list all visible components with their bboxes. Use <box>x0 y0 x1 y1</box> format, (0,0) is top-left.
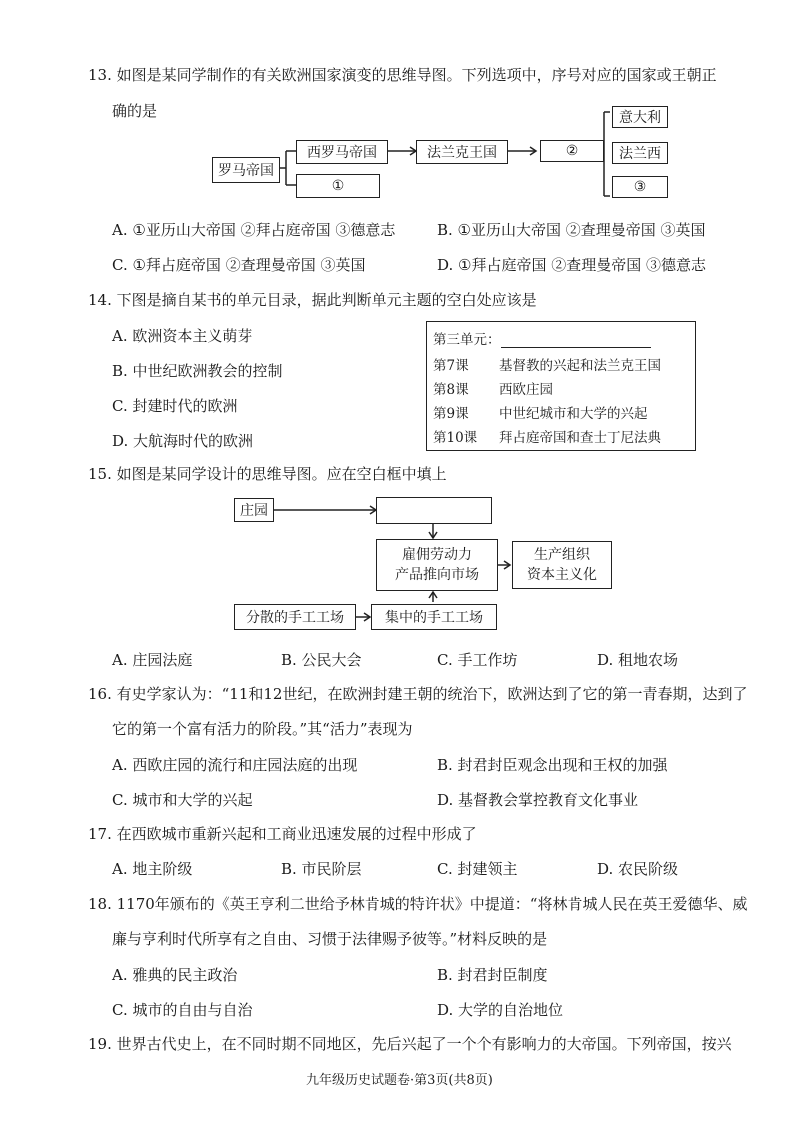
q18-stem-line2: 廉与亨利时代所享有之自由、习惯于法律赐予彼等。”材料反映的是 <box>112 930 548 948</box>
toc-lesson-num: 第7课 <box>433 358 469 374</box>
scattered-workshop-box: 分散的手工工场 <box>234 604 356 630</box>
toc-lesson-title: 西欧庄园 <box>499 382 553 398</box>
q14-option-c[interactable]: C. 封建时代的欧洲 <box>112 397 238 415</box>
q16-option-a[interactable]: A. 西欧庄园的流行和庄园法庭的出现 <box>112 756 358 774</box>
toc-unit-row <box>433 328 651 348</box>
q17-option-c[interactable]: C. 封建领主 <box>437 860 518 878</box>
concentrated-workshop-box: 集中的手工工场 <box>371 604 497 630</box>
toc-lesson-row <box>433 378 553 398</box>
q14-option-a[interactable]: A. 欧洲资本主义萌芽 <box>112 327 253 345</box>
q18-stem-line1: 18. 1170年颁布的《英王亨利二世给予林肯城的特许状》中提道：“将林肯城人民在英王爱德华、威 <box>88 895 748 913</box>
q14-option-b[interactable]: B. 中世纪欧洲教会的控制 <box>112 362 283 380</box>
q16-option-c[interactable]: C. 城市和大学的兴起 <box>112 791 253 809</box>
blank-box-3: ③ <box>612 176 668 198</box>
toc-lesson-title: 中世纪城市和大学的兴起 <box>499 406 648 422</box>
western-roman-empire-box: 西罗马帝国 <box>296 140 388 164</box>
toc-unit-blank <box>501 333 651 348</box>
q16-stem-line2: 它的第一个富有活力的阶段。”其“活力”表现为 <box>112 720 413 738</box>
hired-labor-box <box>376 539 498 591</box>
blank-box-1: ① <box>296 174 380 198</box>
q17-stem: 17. 在西欧城市重新兴起和工商业迅速发展的过程中形成了 <box>88 825 477 843</box>
capitalist-production-box <box>512 541 612 589</box>
q13-stem-line2: 确的是 <box>112 102 158 120</box>
q14-option-d[interactable]: D. 大航海时代的欧洲 <box>112 432 254 450</box>
production-line1: 生产组织 <box>534 547 590 563</box>
q13-option-b[interactable]: B. ①亚历山大帝国 ②查理曼帝国 ③英国 <box>437 221 706 239</box>
q14-stem: 14. 下图是摘自某书的单元目录，据此判断单元主题的空白处应该是 <box>88 291 537 309</box>
answer-blank-box[interactable] <box>376 497 492 524</box>
toc-lesson-row <box>433 426 661 446</box>
toc-unit-label: 第三单元： <box>433 332 501 348</box>
q18-option-a[interactable]: A. 雅典的民主政治 <box>112 966 238 984</box>
q16-stem-line1: 16. 有史学家认为：“11和12世纪，在欧洲封建王朝的统治下，欧洲达到了它的第一青春期，达到了 <box>88 685 748 703</box>
italy-box: 意大利 <box>612 106 668 128</box>
toc-lesson-row <box>433 354 661 374</box>
q16-option-b[interactable]: B. 封君封臣观念出现和王权的加强 <box>437 756 668 774</box>
q15-stem: 15. 如图是某同学设计的思维导图。应在空白框中填上 <box>88 465 447 483</box>
roman-empire-box: 罗马帝国 <box>212 157 280 183</box>
toc-lesson-title: 拜占庭帝国和查士丁尼法典 <box>499 430 661 446</box>
q15-option-a[interactable]: A. 庄园法庭 <box>112 651 193 669</box>
toc-lesson-title: 基督教的兴起和法兰克王国 <box>499 358 661 374</box>
q17-option-b[interactable]: B. 市民阶层 <box>281 860 362 878</box>
q13-option-a[interactable]: A. ①亚历山大帝国 ②拜占庭帝国 ③德意志 <box>112 221 396 239</box>
production-line2: 资本主义化 <box>527 567 597 583</box>
manor-box: 庄园 <box>234 498 274 522</box>
page-footer: 九年级历史试题卷·第3页(共8页) <box>306 1073 493 1088</box>
unit-table-of-contents <box>426 321 696 451</box>
q13-stem-line1: 13. 如图是某同学制作的有关欧洲国家演变的思维导图。下列选项中，序号对应的国家或王朝正 <box>88 66 717 84</box>
hired-labor-line2: 产品推向市场 <box>395 567 479 583</box>
toc-lesson-num: 第8课 <box>433 382 469 398</box>
q19-stem: 19. 世界古代史上，在不同时期不同地区，先后兴起了一个个有影响力的大帝国。下列帝国，按兴 <box>88 1035 732 1053</box>
toc-lesson-num: 第9课 <box>433 406 469 422</box>
q17-option-d[interactable]: D. 农民阶级 <box>597 860 679 878</box>
q17-option-a[interactable]: A. 地主阶级 <box>112 860 193 878</box>
q15-option-c[interactable]: C. 手工作坊 <box>437 651 518 669</box>
blank-box-2: ② <box>540 140 604 162</box>
q18-option-b[interactable]: B. 封君封臣制度 <box>437 966 548 984</box>
hired-labor-line1: 雇佣劳动力 <box>402 547 472 563</box>
q16-option-d[interactable]: D. 基督教会掌控教育文化事业 <box>437 791 639 809</box>
q15-option-d[interactable]: D. 租地农场 <box>597 651 679 669</box>
q18-option-c[interactable]: C. 城市的自由与自治 <box>112 1001 253 1019</box>
toc-lesson-num: 第10课 <box>433 430 478 446</box>
frankish-kingdom-box: 法兰克王国 <box>416 140 508 164</box>
q13-option-c[interactable]: C. ①拜占庭帝国 ②查理曼帝国 ③英国 <box>112 256 366 274</box>
q15-option-b[interactable]: B. 公民大会 <box>281 651 362 669</box>
france-box: 法兰西 <box>612 142 668 164</box>
q13-option-d[interactable]: D. ①拜占庭帝国 ②查理曼帝国 ③德意志 <box>437 256 707 274</box>
toc-lesson-row <box>433 402 648 422</box>
q18-option-d[interactable]: D. 大学的自治地位 <box>437 1001 564 1019</box>
